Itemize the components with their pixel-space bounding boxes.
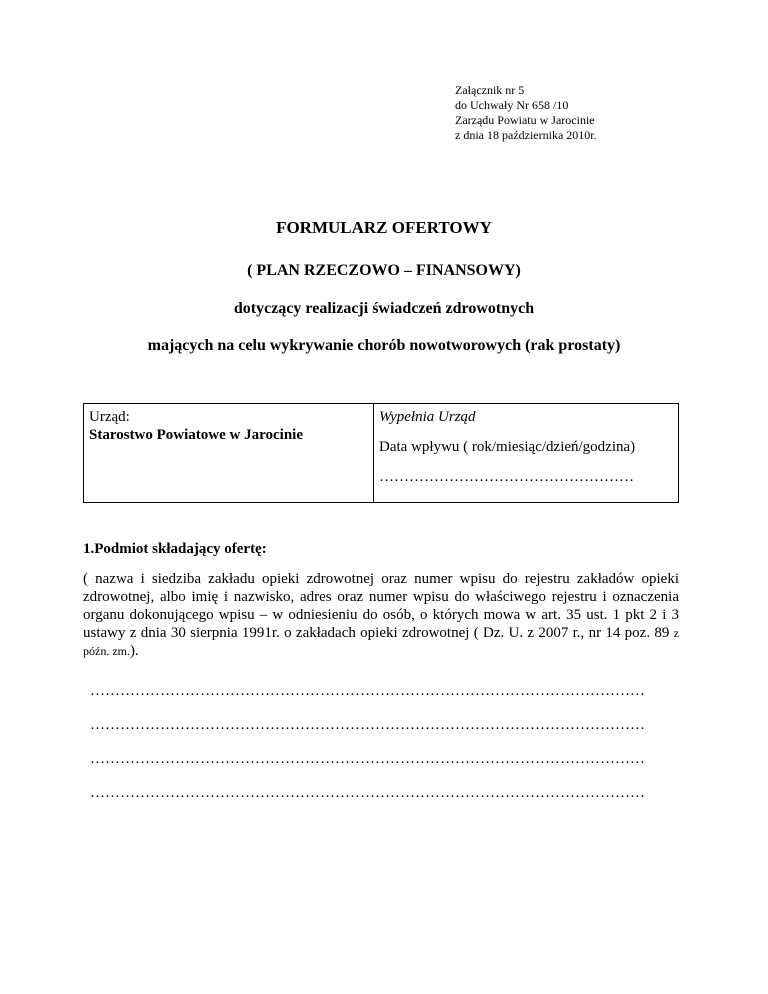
receipt-date-field[interactable]: …………………………………………… [379,469,634,485]
office-cell [84,404,374,502]
annex-reference [455,83,597,143]
form-purpose-line-2: mających na celu wykrywanie chorób nowotworowych (rak prostaty) [147,337,621,354]
applicant-entry-line-4[interactable]: ………………………………………………………………………………………………… [90,785,645,801]
fill-note: Wypełnia Urząd [379,409,476,425]
applicant-entry-line-1[interactable]: ………………………………………………………………………………………………… [90,683,645,699]
annex-line-2: do Uchwały Nr 658 /10 [455,98,569,112]
receipt-date-label: Data wpływu ( rok/miesiąc/dzień/godzina) [379,439,636,455]
annex-line-1: Załącznik nr 5 [455,83,525,97]
description-end: ). [130,643,139,659]
applicant-entry-line-3[interactable]: ………………………………………………………………………………………………… [90,751,645,767]
annex-line-3: Zarządu Powiatu w Jarocinie [455,113,595,127]
office-name: Starostwo Powiatowe w Jarocinie [89,427,303,443]
section-1-title: 1.Podmiot składający ofertę: [83,541,267,557]
section-1-description [83,570,679,660]
applicant-entry-line-2[interactable]: ………………………………………………………………………………………………… [90,717,645,733]
office-label: Urząd: [89,409,130,425]
annex-line-4: z dnia 18 października 2010r. [455,128,597,142]
office-info-box [83,403,679,503]
receipt-cell[interactable] [374,404,678,502]
description-text: ( nazwa i siedziba zakładu opieki zdrowotnej oraz numer wpisu do rejestru zakładów opieki zdrowotnej, albo imię i nazwisko, adres oraz numer wpisu do właściwego rejestru i oznaczenia organu dokonującego wpisu – w odniesieniu do osób, o których mowa w art. 35 ust. 1 pkt 2 i 3 ustawy z dnia 30 sierpnia 1991r. o zakładach opieki zdrowotnej ( Dz. U. z 2007 r., nr 14 poz. 89 [83,571,679,641]
form-subtitle: ( PLAN RZECZOWO – FINANSOWY) [247,262,521,279]
description-abbrev: z późn. zm. [83,626,679,658]
form-purpose-line-1: dotyczący realizacji świadczeń zdrowotnych [233,300,535,317]
form-title: FORMULARZ OFERTOWY [276,218,492,237]
